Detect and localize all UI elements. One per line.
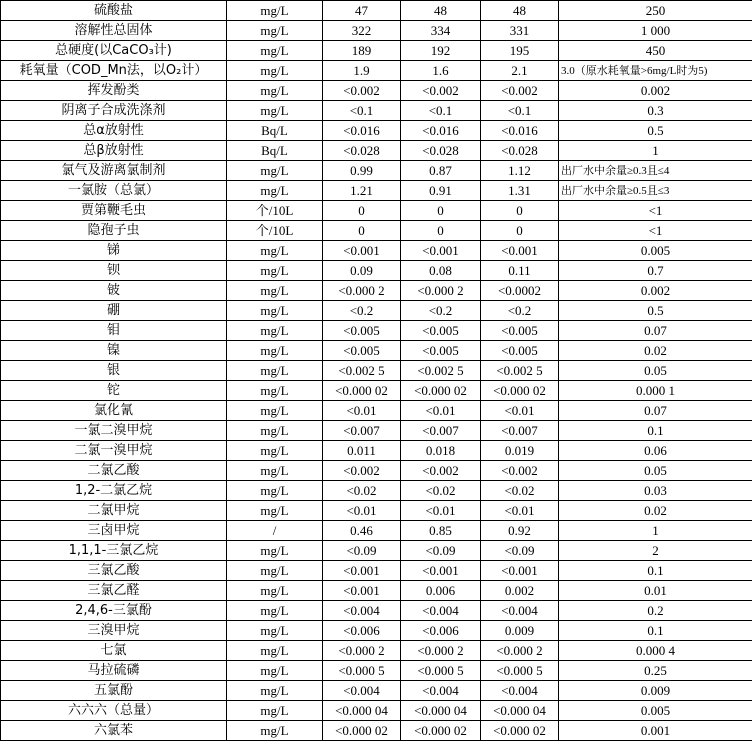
sample-1-value-cell: <0.005 <box>323 341 401 361</box>
table-row <box>1 461 752 481</box>
limit-value-cell: 0.7 <box>559 261 752 281</box>
limit-value-cell: 0.5 <box>559 301 752 321</box>
sample-1-value-cell: 189 <box>323 41 401 61</box>
limit-value-cell: 0.06 <box>559 441 752 461</box>
table-row <box>1 301 752 321</box>
limit-value-cell: 0.3 <box>559 101 752 121</box>
table-row <box>1 81 752 101</box>
indicator-name-cell: 镍 <box>1 341 227 361</box>
limit-value-cell: 0.005 <box>559 241 752 261</box>
sample-1-value-cell: <0.028 <box>323 141 401 161</box>
indicator-name-cell: 硼 <box>1 301 227 321</box>
unit-cell: mg/L <box>227 481 323 501</box>
unit-cell: mg/L <box>227 681 323 701</box>
indicator-name-cell: 1,1,1-三氯乙烷 <box>1 541 227 561</box>
sample-3-value-cell: <0.004 <box>481 681 559 701</box>
unit-cell: 个/10L <box>227 201 323 221</box>
sample-2-value-cell: 1.6 <box>401 61 481 81</box>
indicator-name-cell: 隐孢子虫 <box>1 221 227 241</box>
sample-3-value-cell: <0.016 <box>481 121 559 141</box>
table-row <box>1 181 752 201</box>
sample-3-value-cell: <0.2 <box>481 301 559 321</box>
table-row <box>1 541 752 561</box>
table-row <box>1 341 752 361</box>
indicator-name-cell: 三氯乙醛 <box>1 581 227 601</box>
sample-2-value-cell: <0.028 <box>401 141 481 161</box>
unit-cell: 个/10L <box>227 221 323 241</box>
unit-cell: mg/L <box>227 381 323 401</box>
indicator-name-cell: 钡 <box>1 261 227 281</box>
sample-2-value-cell: <0.002 <box>401 461 481 481</box>
unit-cell: mg/L <box>227 341 323 361</box>
limit-value-cell: 0.1 <box>559 621 752 641</box>
limit-value-cell: 0.000 4 <box>559 641 752 661</box>
sample-2-value-cell: <0.005 <box>401 321 481 341</box>
sample-1-value-cell: <0.005 <box>323 321 401 341</box>
unit-cell: mg/L <box>227 661 323 681</box>
unit-cell: mg/L <box>227 321 323 341</box>
sample-1-value-cell: 0.46 <box>323 521 401 541</box>
sample-3-value-cell: <0.01 <box>481 401 559 421</box>
sample-3-value-cell: <0.000 04 <box>481 701 559 721</box>
unit-cell: Bq/L <box>227 141 323 161</box>
sample-3-value-cell: 0.002 <box>481 581 559 601</box>
sample-1-value-cell: <0.000 04 <box>323 701 401 721</box>
sample-3-value-cell: 0.019 <box>481 441 559 461</box>
indicator-name-cell: 二氯一溴甲烷 <box>1 441 227 461</box>
limit-value-cell: 0.05 <box>559 361 752 381</box>
sample-3-value-cell: <0.01 <box>481 501 559 521</box>
table-row <box>1 201 752 221</box>
sample-3-value-cell: 0.92 <box>481 521 559 541</box>
sample-3-value-cell: 1.12 <box>481 161 559 181</box>
limit-value-cell: 450 <box>559 41 752 61</box>
sample-2-value-cell: <0.016 <box>401 121 481 141</box>
indicator-name-cell: 贾第鞭毛虫 <box>1 201 227 221</box>
unit-cell: / <box>227 521 323 541</box>
unit-cell: mg/L <box>227 641 323 661</box>
limit-value-cell: 0.2 <box>559 601 752 621</box>
limit-value-cell: <1 <box>559 221 752 241</box>
table-row <box>1 261 752 281</box>
limit-value-cell: 0.05 <box>559 461 752 481</box>
sample-1-value-cell: <0.000 2 <box>323 281 401 301</box>
limit-value-cell: 0.1 <box>559 561 752 581</box>
table-row <box>1 1 752 21</box>
sample-3-value-cell: <0.002 5 <box>481 361 559 381</box>
unit-cell: mg/L <box>227 1 323 21</box>
limit-value-cell: 250 <box>559 1 752 21</box>
unit-cell: mg/L <box>227 421 323 441</box>
sample-2-value-cell: <0.002 5 <box>401 361 481 381</box>
indicator-name-cell: 总α放射性 <box>1 121 227 141</box>
sample-1-value-cell: <0.002 <box>323 461 401 481</box>
unit-cell: mg/L <box>227 701 323 721</box>
limit-value-cell: 0.07 <box>559 401 752 421</box>
limit-value-cell: 出厂水中余量≥0.3且≤4 <box>559 161 752 181</box>
limit-value-cell: <1 <box>559 201 752 221</box>
indicator-name-cell: 二氯甲烷 <box>1 501 227 521</box>
sample-1-value-cell: 47 <box>323 1 401 21</box>
sample-2-value-cell: <0.001 <box>401 561 481 581</box>
sample-1-value-cell: <0.1 <box>323 101 401 121</box>
sample-2-value-cell: <0.1 <box>401 101 481 121</box>
limit-value-cell: 0.02 <box>559 341 752 361</box>
sample-3-value-cell: 195 <box>481 41 559 61</box>
unit-cell: mg/L <box>227 441 323 461</box>
sample-2-value-cell: 0.87 <box>401 161 481 181</box>
indicator-name-cell: 钼 <box>1 321 227 341</box>
sample-2-value-cell: <0.000 2 <box>401 641 481 661</box>
indicator-name-cell: 溶解性总固体 <box>1 21 227 41</box>
indicator-name-cell: 锑 <box>1 241 227 261</box>
indicator-name-cell: 一氯胺（总氯） <box>1 181 227 201</box>
indicator-name-cell: 氯气及游离氯制剂 <box>1 161 227 181</box>
sample-2-value-cell: <0.09 <box>401 541 481 561</box>
indicator-name-cell: 总β放射性 <box>1 141 227 161</box>
sample-2-value-cell: <0.000 02 <box>401 721 481 741</box>
indicator-name-cell: 七氯 <box>1 641 227 661</box>
sample-2-value-cell: <0.02 <box>401 481 481 501</box>
sample-3-value-cell: <0.001 <box>481 241 559 261</box>
table-row <box>1 381 752 401</box>
sample-2-value-cell: 334 <box>401 21 481 41</box>
sample-1-value-cell: <0.2 <box>323 301 401 321</box>
unit-cell: mg/L <box>227 621 323 641</box>
sample-2-value-cell: <0.006 <box>401 621 481 641</box>
unit-cell: mg/L <box>227 501 323 521</box>
limit-value-cell: 0.000 1 <box>559 381 752 401</box>
sample-3-value-cell: 2.1 <box>481 61 559 81</box>
limit-value-cell: 1 <box>559 521 752 541</box>
sample-2-value-cell: <0.002 <box>401 81 481 101</box>
unit-cell: mg/L <box>227 721 323 741</box>
sample-1-value-cell: <0.02 <box>323 481 401 501</box>
sample-1-value-cell: <0.09 <box>323 541 401 561</box>
sample-1-value-cell: 0.09 <box>323 261 401 281</box>
indicator-name-cell: 三溴甲烷 <box>1 621 227 641</box>
indicator-name-cell: 三氯乙酸 <box>1 561 227 581</box>
indicator-name-cell: 马拉硫磷 <box>1 661 227 681</box>
sample-1-value-cell: <0.001 <box>323 561 401 581</box>
limit-value-cell: 0.03 <box>559 481 752 501</box>
table-row <box>1 481 752 501</box>
sample-1-value-cell: <0.001 <box>323 581 401 601</box>
sample-2-value-cell: 0.006 <box>401 581 481 601</box>
indicator-name-cell: 五氯酚 <box>1 681 227 701</box>
sample-1-value-cell: 0.011 <box>323 441 401 461</box>
sample-2-value-cell: <0.004 <box>401 681 481 701</box>
sample-1-value-cell: <0.001 <box>323 241 401 261</box>
limit-value-cell: 0.005 <box>559 701 752 721</box>
unit-cell: mg/L <box>227 81 323 101</box>
limit-value-cell: 出厂水中余量≥0.5且≤3 <box>559 181 752 201</box>
indicator-name-cell: 三卤甲烷 <box>1 521 227 541</box>
sample-3-value-cell: <0.0002 <box>481 281 559 301</box>
limit-value-cell: 0.009 <box>559 681 752 701</box>
sample-3-value-cell: <0.005 <box>481 341 559 361</box>
table-row <box>1 61 752 81</box>
table-row <box>1 681 752 701</box>
table-row <box>1 421 752 441</box>
unit-cell: mg/L <box>227 41 323 61</box>
limit-value-cell: 1 <box>559 141 752 161</box>
table-row <box>1 641 752 661</box>
limit-value-cell: 0.5 <box>559 121 752 141</box>
sample-3-value-cell: <0.000 2 <box>481 641 559 661</box>
sample-2-value-cell: 0 <box>401 221 481 241</box>
table-row <box>1 581 752 601</box>
sample-3-value-cell: <0.02 <box>481 481 559 501</box>
unit-cell: mg/L <box>227 581 323 601</box>
sample-1-value-cell: <0.016 <box>323 121 401 141</box>
sample-3-value-cell: <0.1 <box>481 101 559 121</box>
table-row <box>1 661 752 681</box>
unit-cell: mg/L <box>227 61 323 81</box>
sample-2-value-cell: <0.2 <box>401 301 481 321</box>
sample-1-value-cell: 0 <box>323 221 401 241</box>
unit-cell: mg/L <box>227 161 323 181</box>
table-row <box>1 321 752 341</box>
sample-1-value-cell: <0.000 02 <box>323 381 401 401</box>
limit-value-cell: 0.02 <box>559 501 752 521</box>
unit-cell: mg/L <box>227 301 323 321</box>
sample-1-value-cell: <0.006 <box>323 621 401 641</box>
sample-1-value-cell: <0.007 <box>323 421 401 441</box>
limit-value-cell: 0.002 <box>559 81 752 101</box>
sample-2-value-cell: 0.018 <box>401 441 481 461</box>
sample-3-value-cell: <0.001 <box>481 561 559 581</box>
sample-3-value-cell: 0 <box>481 221 559 241</box>
sample-3-value-cell: <0.09 <box>481 541 559 561</box>
sample-3-value-cell: 0.009 <box>481 621 559 641</box>
limit-value-cell: 0.002 <box>559 281 752 301</box>
table-row <box>1 601 752 621</box>
limit-value-cell: 2 <box>559 541 752 561</box>
indicator-name-cell: 硫酸盐 <box>1 1 227 21</box>
sample-3-value-cell: 0.11 <box>481 261 559 281</box>
sample-1-value-cell: <0.004 <box>323 601 401 621</box>
indicator-name-cell: 六六六（总量） <box>1 701 227 721</box>
limit-value-cell: 0.25 <box>559 661 752 681</box>
unit-cell: mg/L <box>227 461 323 481</box>
limit-value-cell: 0.01 <box>559 581 752 601</box>
sample-3-value-cell: 0 <box>481 201 559 221</box>
table-row <box>1 521 752 541</box>
indicator-name-cell: 一氯二溴甲烷 <box>1 421 227 441</box>
limit-value-cell: 0.07 <box>559 321 752 341</box>
sample-1-value-cell: <0.000 02 <box>323 721 401 741</box>
sample-3-value-cell: 48 <box>481 1 559 21</box>
sample-3-value-cell: <0.000 5 <box>481 661 559 681</box>
unit-cell: mg/L <box>227 281 323 301</box>
sample-1-value-cell: <0.000 5 <box>323 661 401 681</box>
indicator-name-cell: 铊 <box>1 381 227 401</box>
table-row <box>1 141 752 161</box>
sample-3-value-cell: <0.002 <box>481 461 559 481</box>
unit-cell: mg/L <box>227 101 323 121</box>
unit-cell: mg/L <box>227 561 323 581</box>
sample-2-value-cell: 0 <box>401 201 481 221</box>
indicator-name-cell: 挥发酚类 <box>1 81 227 101</box>
unit-cell: mg/L <box>227 261 323 281</box>
sample-1-value-cell: 1.21 <box>323 181 401 201</box>
sample-1-value-cell: <0.004 <box>323 681 401 701</box>
sample-1-value-cell: 1.9 <box>323 61 401 81</box>
limit-value-cell: 1 000 <box>559 21 752 41</box>
unit-cell: mg/L <box>227 601 323 621</box>
table-row <box>1 361 752 381</box>
unit-cell: mg/L <box>227 21 323 41</box>
indicator-name-cell: 阴离子合成洗涤剂 <box>1 101 227 121</box>
table-row <box>1 721 752 741</box>
indicator-name-cell: 总硬度(以CaCO₃计) <box>1 41 227 61</box>
sample-3-value-cell: <0.000 02 <box>481 381 559 401</box>
unit-cell: mg/L <box>227 541 323 561</box>
sample-2-value-cell: 0.85 <box>401 521 481 541</box>
unit-cell: mg/L <box>227 361 323 381</box>
table-row <box>1 101 752 121</box>
sample-1-value-cell: <0.002 <box>323 81 401 101</box>
sample-1-value-cell: 322 <box>323 21 401 41</box>
sample-2-value-cell: 0.08 <box>401 261 481 281</box>
table-row <box>1 561 752 581</box>
sample-3-value-cell: <0.005 <box>481 321 559 341</box>
sample-3-value-cell: <0.000 02 <box>481 721 559 741</box>
sample-1-value-cell: 0.99 <box>323 161 401 181</box>
indicator-name-cell: 1,2-二氯乙烷 <box>1 481 227 501</box>
sample-2-value-cell: <0.000 04 <box>401 701 481 721</box>
sample-3-value-cell: 331 <box>481 21 559 41</box>
unit-cell: Bq/L <box>227 121 323 141</box>
sample-3-value-cell: <0.004 <box>481 601 559 621</box>
table-row <box>1 121 752 141</box>
unit-cell: mg/L <box>227 401 323 421</box>
sample-1-value-cell: <0.01 <box>323 401 401 421</box>
sample-2-value-cell: <0.01 <box>401 401 481 421</box>
limit-value-cell: 0.1 <box>559 421 752 441</box>
indicator-name-cell: 耗氧量（COD_Mn法，以O₂计） <box>1 61 227 81</box>
indicator-name-cell: 2,4,6-三氯酚 <box>1 601 227 621</box>
sample-1-value-cell: 0 <box>323 201 401 221</box>
table-row <box>1 281 752 301</box>
table-row <box>1 401 752 421</box>
limit-value-cell: 0.001 <box>559 721 752 741</box>
sample-2-value-cell: <0.005 <box>401 341 481 361</box>
indicator-name-cell: 六氯苯 <box>1 721 227 741</box>
table-row <box>1 441 752 461</box>
table-row <box>1 161 752 181</box>
sample-3-value-cell: <0.007 <box>481 421 559 441</box>
limit-value-cell: 3.0（原水耗氧量>6mg/L时为5) <box>559 61 752 81</box>
table-row <box>1 41 752 61</box>
table-row <box>1 221 752 241</box>
table-row <box>1 21 752 41</box>
table-row <box>1 621 752 641</box>
sample-2-value-cell: <0.001 <box>401 241 481 261</box>
indicator-name-cell: 二氯乙酸 <box>1 461 227 481</box>
table-row <box>1 501 752 521</box>
sample-2-value-cell: <0.004 <box>401 601 481 621</box>
indicator-name-cell: 银 <box>1 361 227 381</box>
table-body <box>1 1 752 741</box>
sample-2-value-cell: <0.000 02 <box>401 381 481 401</box>
sample-2-value-cell: <0.000 5 <box>401 661 481 681</box>
sample-2-value-cell: <0.007 <box>401 421 481 441</box>
sample-3-value-cell: <0.028 <box>481 141 559 161</box>
sample-1-value-cell: <0.002 5 <box>323 361 401 381</box>
sample-2-value-cell: 192 <box>401 41 481 61</box>
indicator-name-cell: 氯化氰 <box>1 401 227 421</box>
sample-2-value-cell: 0.91 <box>401 181 481 201</box>
unit-cell: mg/L <box>227 241 323 261</box>
indicator-name-cell: 铍 <box>1 281 227 301</box>
sample-2-value-cell: <0.01 <box>401 501 481 521</box>
sample-3-value-cell: 1.31 <box>481 181 559 201</box>
sample-2-value-cell: 48 <box>401 1 481 21</box>
unit-cell: mg/L <box>227 181 323 201</box>
sample-2-value-cell: <0.000 2 <box>401 281 481 301</box>
sample-3-value-cell: <0.002 <box>481 81 559 101</box>
sample-1-value-cell: <0.000 2 <box>323 641 401 661</box>
table-row <box>1 241 752 261</box>
sample-1-value-cell: <0.01 <box>323 501 401 521</box>
table-row <box>1 701 752 721</box>
